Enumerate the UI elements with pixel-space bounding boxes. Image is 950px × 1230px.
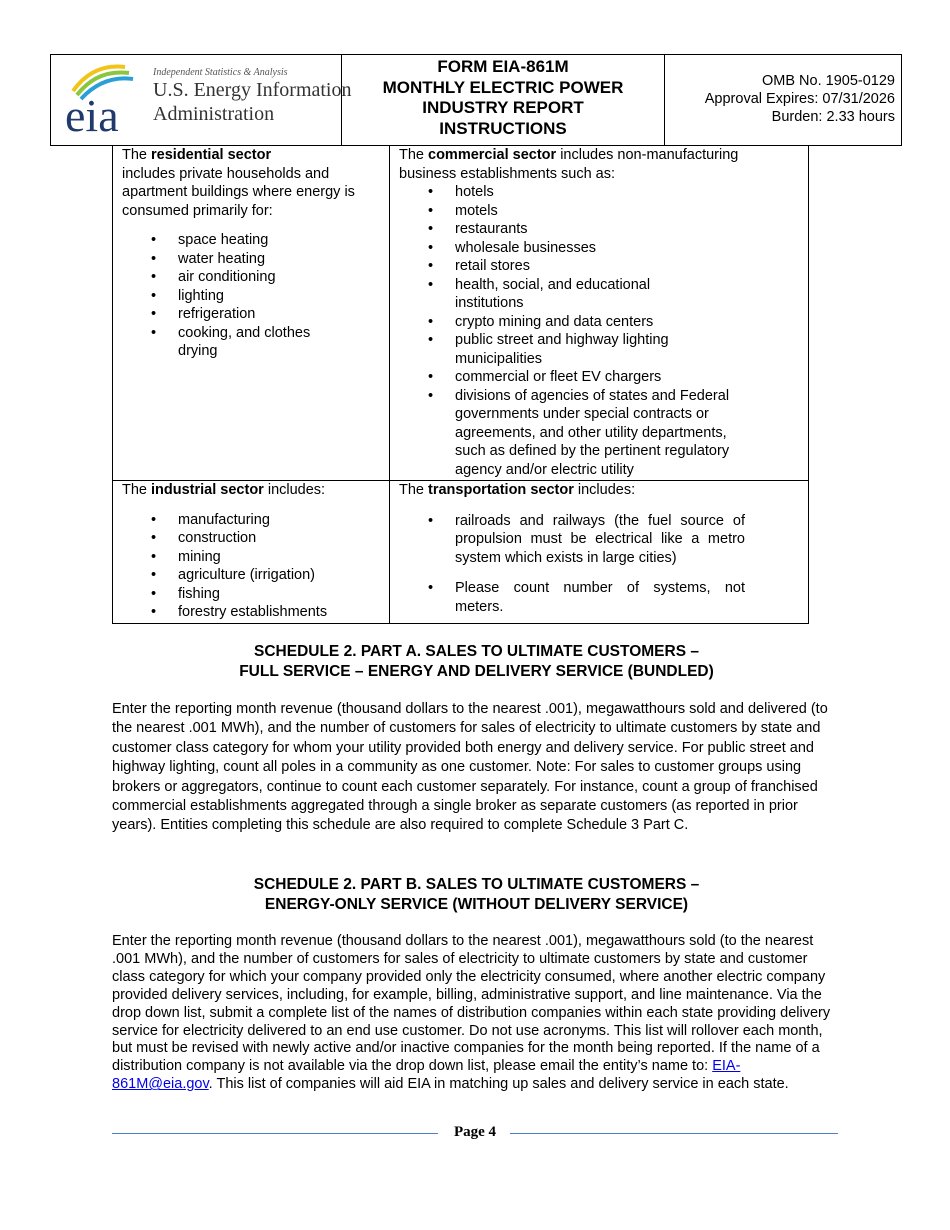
email-link[interactable]: EIA-861M@eia.gov <box>112 1058 741 1093</box>
list-item: • lighting <box>178 287 328 306</box>
list-item: • wholesale businesses <box>455 239 755 258</box>
residential-list <box>122 231 328 361</box>
logo-name-1: U.S. Energy Information <box>153 79 352 101</box>
industrial-list <box>122 511 389 622</box>
section-b-body: Enter the reporting month revenue (thousand dollars to the nearest .001), megawatthours sold (to the nearest .001 MWh), and the number of customers for sales of electricity to ultimate customers by state and customer class category for which your company provided only the electricity consumed, where another electric company provided delivery services, including, for example, billing, administrative support, and line maintenance. Via the drop down list, submit a complete list of the names of distribution companies within each state providing delivery service for electricity delivered to an end use customer. Do not use acronyms. This list will rollover each month, but must be revised with newly active and/or inactive companies for the month being reported. If the name of a distribution company is not available via the drop down list, please email the entity’s name to: EIA-861M@eia.gov. This list of companies will aid EIA in matching up sales and delivery service in each state. <box>112 933 831 1093</box>
title-line-1: FORM EIA-861M <box>437 57 569 76</box>
residential-intro: includes private households and apartment buildings where energy is consumed primarily for: <box>122 165 355 219</box>
industrial-cell: The industrial sector includes: • manufacturing • construction • mining • agriculture (irrigation) • fishing • forestry establishments <box>113 481 390 624</box>
approval-expires: Approval Expires: 07/31/2026 <box>704 91 895 107</box>
title-line-3: INDUSTRY REPORT <box>422 98 584 117</box>
list-item: • forestry establishments <box>178 603 389 622</box>
list-item: • hotels <box>455 183 755 202</box>
list-item: • restaurants <box>455 220 755 239</box>
logo-tagline: Independent Statistics & Analysis <box>153 67 288 78</box>
list-item: • manufacturing <box>178 511 389 530</box>
section-a-body: Enter the reporting month revenue (thousand dollars to the nearest .001), megawatthours sold and delivered (to the nearest .001 MWh), and the number of customers for sales of electricity to ultimate customers by state and customer class category for whom your utility provided both energy and delivery service. For public street and highway lighting, count all poles in a community as one customer. Note: For sales to customer groups using brokers or aggregators, continue to count each customer separately. For instance, count a group of franchised commercial establishments aggregated through a single broker as separate customers (as reported in prior years). Entities completing this schedule are also required to complete Schedule 3 Part C. <box>112 701 828 834</box>
list-item: • crypto mining and data centers <box>455 313 755 332</box>
list-item: • air conditioning <box>178 268 328 287</box>
commercial-cell: The commercial sector includes non-manufacturing business establishments such as: • hotels • motels • restaurants • wholesale businesses • retail stores • health, social, and educational institutions • crypto mining and data centers • public street and highway lighting municipalities • commercial or fleet EV chargers • divisions of agencies of states and Federal governments under special contracts or agreements, and other utility departments, such as defined by the pertinent regulatory agency and/or electric utility <box>390 146 809 481</box>
list-item: • Please count number of systems, not meters. <box>455 579 745 616</box>
industrial-label: industrial sector <box>151 482 264 498</box>
page-number: Page 4 <box>453 1124 497 1140</box>
commercial-intro: includes non-manufacturing business establishments such as: <box>399 147 739 182</box>
list-item: • divisions of agencies of states and Federal governments under special contracts or agreements, and other utility departments, such as defined by the pertinent regulatory agency and/or electric utility <box>455 387 751 480</box>
residential-label: residential sector <box>151 147 272 163</box>
list-item: • public street and highway lighting municipalities <box>455 331 695 368</box>
commercial-label: commercial sector <box>428 147 557 163</box>
title-line-2: MONTHLY ELECTRIC POWER <box>382 77 624 97</box>
list-item: • water heating <box>178 250 328 269</box>
list-item: • construction <box>178 529 389 548</box>
transportation-label: transportation sector <box>428 482 574 498</box>
sector-table <box>112 145 809 624</box>
list-item: • commercial or fleet EV chargers <box>455 368 755 387</box>
list-item: • cooking, and clothes drying <box>178 324 328 361</box>
form-header <box>50 54 902 146</box>
logo-name-2: Administration <box>153 103 275 125</box>
transportation-cell: The transportation sector includes: • railroads and railways (the fuel source of propulsion must be electrical like a metro system which exists in large cities) • Please count number of systems, not meters. <box>390 481 809 624</box>
residential-cell: The residential sector includes private households and apartment buildings where energy is consumed primarily for: • space heating • water heating • air conditioning • lighting • refrigeration • cooking, and clothes drying <box>113 146 390 481</box>
commercial-list <box>399 183 755 479</box>
list-item: • railroads and railways (the fuel source of propulsion must be electrical like a metro system which exists in large cities) <box>455 512 745 568</box>
eia-logo-icon <box>63 61 151 141</box>
list-item: • retail stores <box>455 257 755 276</box>
omb-info <box>665 55 902 145</box>
section-b-heading: SCHEDULE 2. PART B. SALES TO ULTIMATE CUSTOMERS – ENERGY-ONLY SERVICE (WITHOUT DELIVERY SERVICE) <box>253 876 700 913</box>
list-item: • health, social, and educational institutions <box>455 276 680 313</box>
form-title <box>342 55 665 145</box>
list-item: • space heating <box>178 231 328 250</box>
list-item: • refrigeration <box>178 305 328 324</box>
burden: Burden: 2.33 hours <box>771 109 895 125</box>
logo-mark: eia <box>65 90 119 141</box>
list-item: • agriculture (irrigation) <box>178 566 389 585</box>
eia-logo <box>50 55 352 145</box>
list-item: • motels <box>455 202 755 221</box>
page-footer <box>112 1124 838 1144</box>
transportation-list <box>399 512 745 617</box>
list-item: • mining <box>178 548 389 567</box>
list-item: • fishing <box>178 585 389 604</box>
title-line-4: INSTRUCTIONS <box>439 118 567 138</box>
omb-number: OMB No. 1905-0129 <box>762 73 895 89</box>
section-a-heading: SCHEDULE 2. PART A. SALES TO ULTIMATE CUSTOMERS – FULL SERVICE – ENERGY AND DELIVERY SERVICE (BUNDLED) <box>239 643 714 680</box>
